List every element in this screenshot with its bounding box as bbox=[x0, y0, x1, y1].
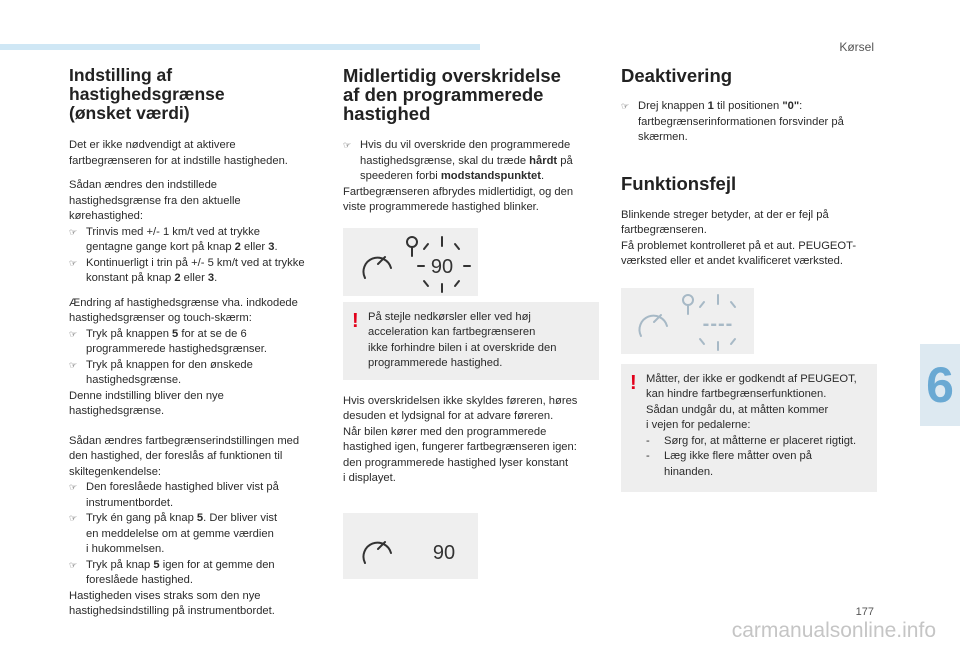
pointing-hand-icon: ☞ bbox=[69, 559, 78, 570]
paragraph: Hvis overskridelsen ikke skyldes føreren, høres desuden et lydsignal for at advare føreren. Når bilen kører med den programmerede hastighed igen, fungerer fartbegrænseren igen: den programmerede hastighed lyser konstant i displayet. bbox=[343, 394, 578, 484]
list-item: ☞ Trinvis med +/- 1 km/t ved at trykke gentagne gange kort på knap 2 eller 3. bbox=[69, 225, 278, 253]
chapter-tab: 6 bbox=[920, 344, 960, 426]
dashboard-blinking-speed-image bbox=[343, 228, 478, 296]
list-item: - Sørg for, at måtterne er placeret rigtigt. bbox=[646, 434, 857, 447]
column-deactivation-malfunction bbox=[621, 66, 877, 506]
list-item: ☞ Drej knappen 1 til positionen "0": fartbegrænserinformationen forsvinder på skærmen. bbox=[621, 100, 844, 143]
heading-speed-limit-setting: Indstilling af hastighedsgrænse (ønsket værdi) bbox=[69, 65, 225, 123]
pointing-hand-icon: ☞ bbox=[69, 226, 78, 237]
exclamation-icon: ! bbox=[352, 309, 359, 332]
page-number: 177 bbox=[855, 606, 874, 618]
warning-box-floor-mats: ! Måtter, der ikke er godkendt af PEUGEOT, kan hindre fartbegrænserfunktionen. Sådan undgår du, at måtten kommer i vejen for pedalerne: - Sørg for, at måtterne er placeret rigtigt. - Læg ikke flere måtter oven på hinanden. bbox=[621, 364, 877, 493]
list-item: ☞ Tryk på knap 5 igen for at gemme den foreslåede hastighed. bbox=[69, 558, 275, 586]
heading-deactivation: Deaktivering bbox=[621, 65, 733, 86]
heading-temporary-override: Midlertidig overskridelse af den programmerede hastighed bbox=[343, 65, 561, 124]
pointing-hand-icon: ☞ bbox=[69, 328, 78, 339]
pointing-hand-icon: ☞ bbox=[69, 257, 78, 268]
exclamation-icon: ! bbox=[630, 371, 637, 394]
pointing-hand-icon: ☞ bbox=[69, 482, 78, 492]
column-temporary-override bbox=[343, 66, 599, 579]
display-speed-value: 90 bbox=[432, 541, 456, 564]
display-fault-dashes: ---- bbox=[702, 312, 734, 335]
list-item: ☞ Tryk på knappen 5 for at se de 6 programmerede hastighedsgrænser. bbox=[69, 327, 267, 355]
paragraph: Sådan ændres fartbegrænserindstillingen med den hastighed, der foreslås af funktionen til skiltegenkendelse: ☞ Den foreslåede hastighed bliver vist på instrumentbordet. ☞ Tryk én gang på knap 5. Der bliver vist en meddelelse om at gemme værdien i hukommelsen. ☞ Tryk på knap 5 igen for at gemme den foreslåede hastighed. Hastigheden vises straks som den nye hastighedsindstilling på instrumentbordet. bbox=[69, 434, 325, 620]
list-item: ☞ Tryk én gang på knap 5. Der bliver vist en meddelelse om at gemme værdien i hukommelsen. bbox=[69, 512, 278, 555]
dashboard-steady-speed-image bbox=[343, 513, 478, 579]
display-speed-value: 90 bbox=[430, 255, 454, 278]
list-item: ☞ Tryk på knappen for den ønskede hastighedsgrænse. bbox=[69, 358, 253, 386]
pointing-hand-icon: ☞ bbox=[621, 101, 630, 111]
pointing-hand-icon: ☞ bbox=[69, 359, 78, 370]
paragraph: Ændring af hastighedsgrænse vha. indkodede hastighedsgrænser og touch-skærm: ☞ Tryk på knappen 5 for at se de 6 programmerede hastighedsgrænser. ☞ Tryk på knappen for den ønskede hastighedsgrænse. Denne indstilling bliver den nye hastighedsgrænse. bbox=[69, 296, 325, 420]
list-item: ☞ Den foreslåede hastighed bliver vist på instrumentbordet. bbox=[69, 481, 279, 509]
paragraph: Sådan ændres den indstillede hastighedsgrænse fra den aktuelle kørehastighed: ☞ Trinvis med +/- 1 km/t ved at trykke gentagne gange kort på knap 2 eller 3. ☞ Kontinuerligt i trin på +/- 5 km/t ved at trykke konstant på knap 2 eller 3. bbox=[69, 178, 325, 287]
section-label: Kørsel bbox=[839, 40, 874, 54]
watermark: carmanualsonline.info bbox=[731, 619, 936, 642]
dashboard-fault-image bbox=[621, 288, 754, 354]
column-speed-limit-setting bbox=[69, 66, 325, 629]
pointing-hand-icon: ☞ bbox=[69, 513, 78, 523]
paragraph: ☞ Hvis du vil overskride den programmerede hastighedsgrænse, skal du træde hårdt på speederen forbi modstandspunktet. Fartbegrænseren afbrydes midlertidigt, og den viste programmerede hastighed blinker. bbox=[343, 138, 599, 216]
list-item: ☞ Hvis du vil overskride den programmerede hastighedsgrænse, skal du træde hårdt på speederen forbi modstandspunktet. bbox=[343, 139, 573, 182]
paragraph bbox=[621, 99, 877, 146]
heading-malfunction: Funktionsfejl bbox=[621, 172, 737, 194]
list-item: - Læg ikke flere måtter oven på hinanden. bbox=[646, 450, 812, 478]
paragraph: Blinkende streger betyder, at der er fejl på fartbegrænseren. Få problemet kontrolleret på et aut. PEUGEOT- værksted eller et andet kvalificeret værksted. bbox=[621, 208, 857, 267]
pointing-hand-icon: ☞ bbox=[343, 140, 352, 150]
paragraph: Det er ikke nødvendigt at aktivere fartbegrænseren for at indstille hastigheden. bbox=[69, 139, 288, 167]
warning-box-steep-descent: ! På stejle nedkørsler eller ved høj acceleration kan fartbegrænseren ikke forhindre bilen i at overskride den programmerede hastighed. bbox=[343, 302, 599, 380]
top-accent-bar bbox=[0, 44, 480, 50]
list-item: ☞ Kontinuerligt i trin på +/- 5 km/t ved at trykke konstant på knap 2 eller 3. bbox=[69, 256, 305, 284]
